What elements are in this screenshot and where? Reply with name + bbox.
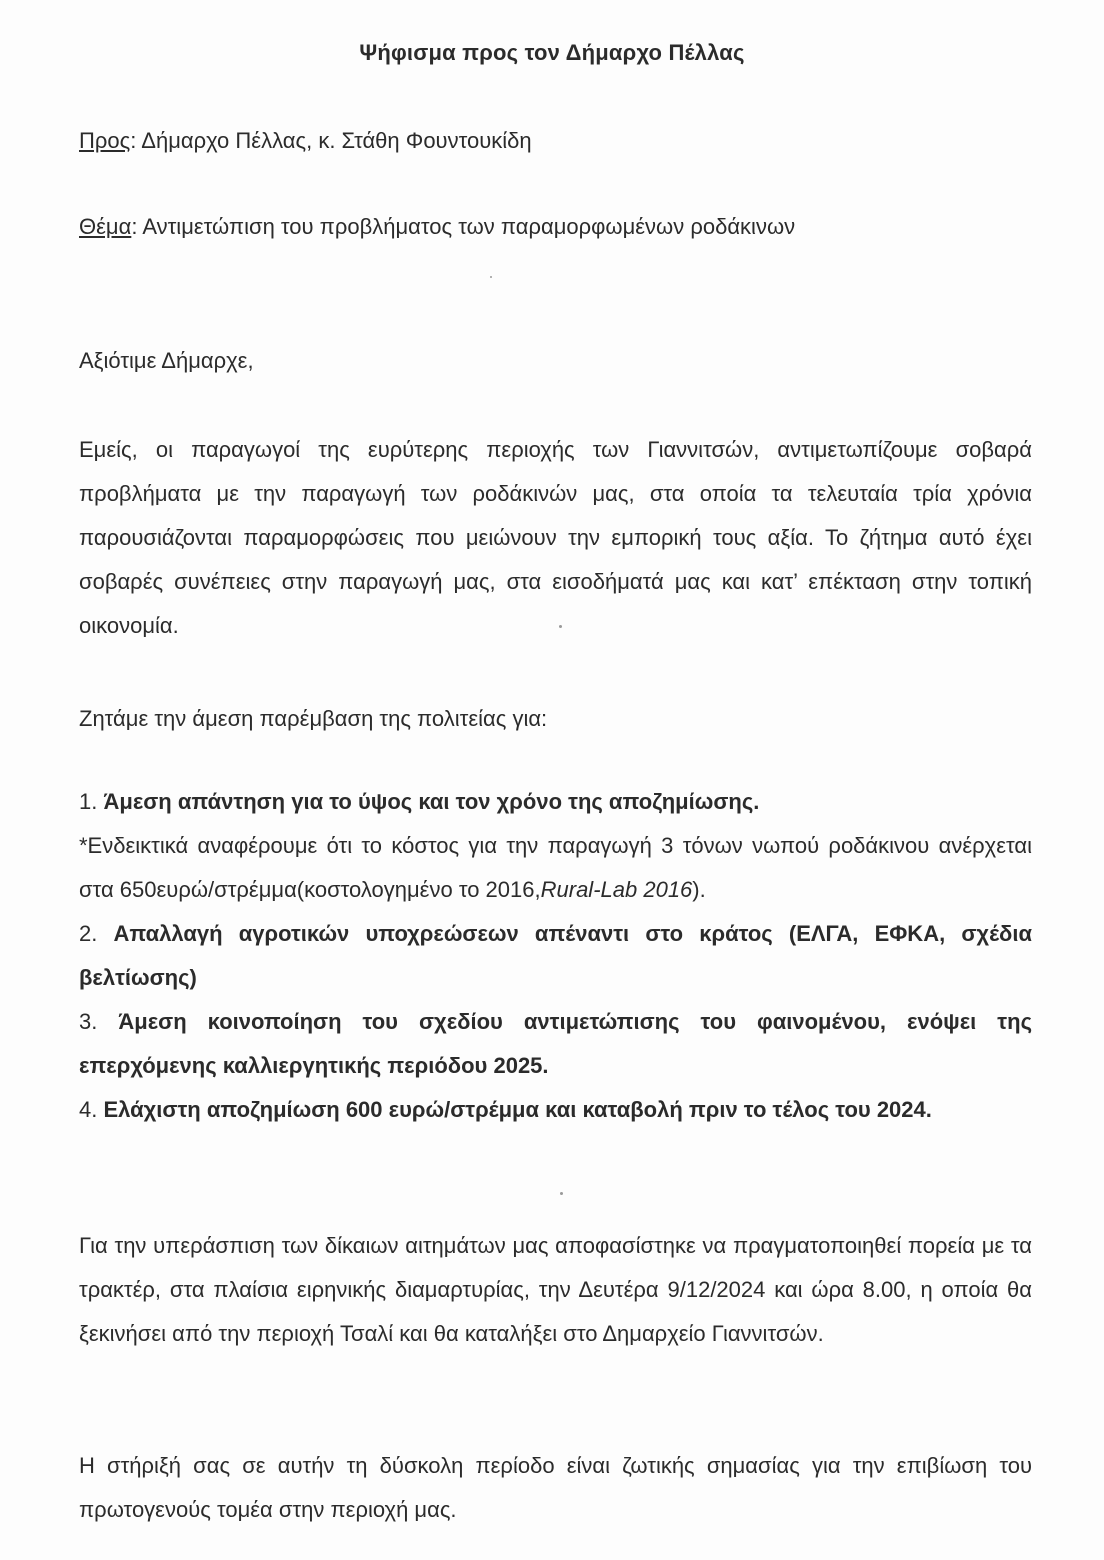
demands-intro: Ζητάμε την άμεση παρέμβαση της πολιτείας για: [79, 706, 548, 731]
protest-paragraph: Για την υπεράσπιση των δίκαιων αιτημάτων μας αποφασίστηκε να πραγματοποιηθεί πορεία με τα τρακτέρ, στα πλαίσια ειρηνικής διαμαρτυρίας, την Δευτέρα 9/12/2024 και ώρα 8.00, η οποία θα ξεκινήσει από την περιοχή Τσαλί και θα καταλήξει στο Δημαρχείο Γιαννιτσών. [79, 1233, 1032, 1346]
list-item [79, 912, 1032, 1000]
scan-speck [490, 276, 492, 278]
item-text: Άμεση κοινοποίηση του σχεδίου αντιμετώπισης του φαινομένου, ενόψει της επερχόμενης καλλιεργητικής περιόδου 2025. [79, 1009, 1033, 1078]
recipient-label: Προς [79, 128, 131, 153]
scan-speck [559, 625, 562, 628]
list-item [79, 1000, 1032, 1088]
item-number: 1. [79, 789, 104, 814]
scan-speck [560, 1192, 563, 1195]
list-item [79, 1088, 1032, 1132]
note-text: *Ενδεικτικά αναφέρουμε ότι το κόστος για την παραγωγή 3 τόνων νωπού ροδάκινου ανέρχεται στα 650ευρώ/στρέμμα(κοστολογημένο το 2016, [79, 833, 1032, 902]
salutation: Αξιότιμε Δήμαρχε, [79, 348, 254, 373]
list-item-note [79, 824, 1032, 912]
item-number: 4. [79, 1097, 104, 1122]
demands-list [79, 780, 1032, 1132]
subject-line [79, 214, 795, 240]
item-number: 2. [79, 921, 114, 946]
subject-label: Θέμα [79, 214, 132, 239]
recipient-text: : Δήμαρχο Πέλλας, κ. Στάθη Φουντουκίδη [130, 128, 532, 153]
recipient-line [79, 128, 532, 154]
note-source: Rural-Lab 2016 [540, 877, 693, 902]
subject-text: : Αντιμετώπιση του προβλήματος των παραμορφωμένων ροδάκινων [131, 214, 796, 239]
note-end: ). [692, 877, 706, 902]
closing-paragraph: Η στήριξή σας σε αυτήν τη δύσκολη περίοδο είναι ζωτικής σημασίας για την επιβίωση του πρωτογενούς τομέα στην περιοχή μας. [79, 1453, 1032, 1522]
document-title: Ψήφισμα προς τον Δήμαρχο Πέλλας [359, 40, 745, 65]
item-text: Άμεση απάντηση για το ύψος και τον χρόνο της αποζημίωσης. [103, 789, 760, 814]
item-text: Ελάχιστη αποζημίωση 600 ευρώ/στρέμμα και καταβολή πριν το τέλος του 2024. [103, 1097, 932, 1122]
item-number: 3. [79, 1009, 119, 1034]
list-item [79, 780, 1032, 824]
item-text: Απαλλαγή αγροτικών υποχρεώσεων απέναντι στο κράτος (ΕΛΓΑ, ΕΦΚΑ, σχέδια βελτίωσης) [79, 921, 1033, 990]
intro-paragraph: Εμείς, οι παραγωγοί της ευρύτερης περιοχής των Γιαννιτσών, αντιμετωπίζουμε σοβαρά προβλήματα με την παραγωγή των ροδάκινών μας, στα οποία τα τελευταία τρία χρόνια παρουσιάζονται παραμορφώσεις που μειώνουν την εμπορική τους αξία. Το ζήτημα αυτό έχει σοβαρές συνέπειες στην παραγωγή μας, στα εισοδήματά μας και κατ’ επέκταση στην τοπική οικονομία. [79, 437, 1032, 638]
